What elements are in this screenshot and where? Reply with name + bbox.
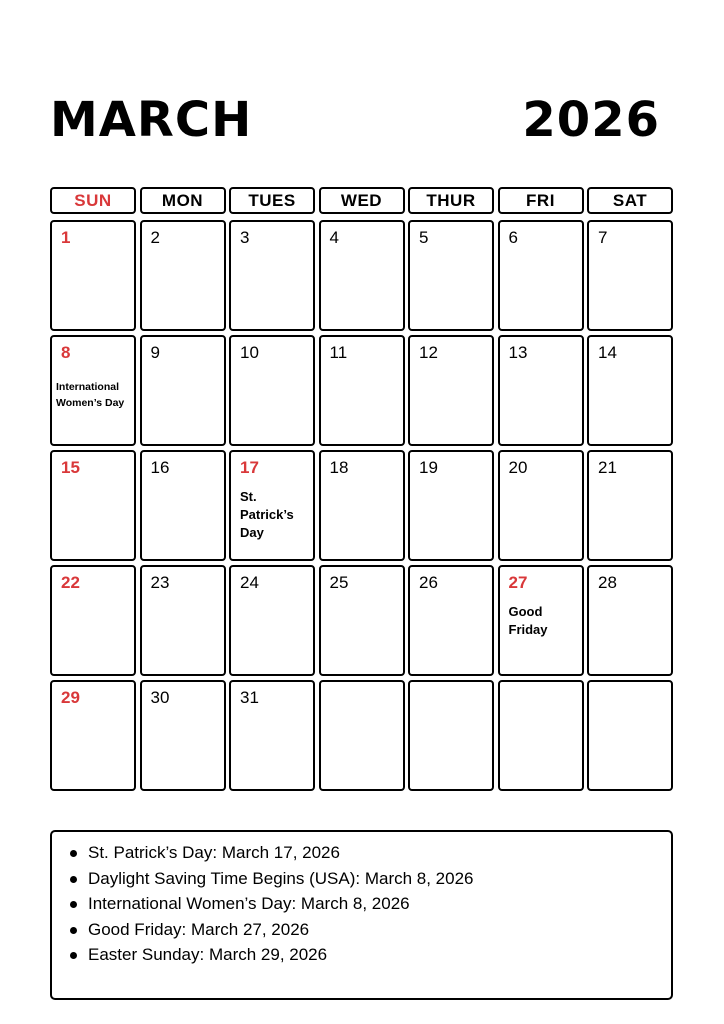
day-cell-4[interactable] — [319, 220, 405, 331]
day-cell-30[interactable] — [140, 680, 226, 791]
holiday-note-item: International Women’s Day: March 8, 2026 — [68, 891, 671, 917]
day-cell-23[interactable] — [140, 565, 226, 676]
weekday-sun: SUN — [50, 187, 136, 214]
day-number: 13 — [508, 343, 528, 362]
year-title: 2026 — [522, 92, 660, 148]
day-cell-empty[interactable] — [408, 680, 494, 791]
day-number: 15 — [61, 458, 80, 477]
weekday-mon: MON — [140, 187, 226, 214]
day-number: 1 — [61, 228, 71, 247]
day-cell-7[interactable] — [587, 220, 673, 331]
day-cell-21[interactable] — [587, 450, 673, 561]
day-cell-5[interactable] — [408, 220, 494, 331]
month-title: MARCH — [50, 92, 253, 148]
day-cell-2[interactable] — [140, 220, 226, 331]
day-number: 18 — [329, 458, 349, 477]
day-cell-27[interactable] — [498, 565, 584, 676]
day-cell-18[interactable] — [319, 450, 405, 561]
holiday-note-item: Easter Sunday: March 29, 2026 — [68, 942, 671, 968]
day-cell-6[interactable] — [498, 220, 584, 331]
day-number: 20 — [508, 458, 528, 477]
day-number: 3 — [240, 228, 250, 247]
weekday-fri: FRI — [498, 187, 584, 214]
day-number: 12 — [419, 343, 438, 362]
day-number: 9 — [150, 343, 160, 362]
day-number: 26 — [419, 573, 438, 592]
day-cell-empty[interactable] — [319, 680, 405, 791]
day-cell-15[interactable] — [50, 450, 136, 561]
day-cell-14[interactable] — [587, 335, 673, 446]
day-cell-empty[interactable] — [498, 680, 584, 791]
day-cell-empty[interactable] — [587, 680, 673, 791]
day-cell-12[interactable] — [408, 335, 494, 446]
day-event-label: International Women’s Day — [56, 381, 125, 409]
day-number: 29 — [61, 688, 80, 707]
day-number: 21 — [598, 458, 617, 477]
day-cell-8[interactable] — [50, 335, 136, 446]
day-cell-11[interactable] — [319, 335, 405, 446]
holiday-notes-list — [68, 840, 671, 968]
day-number: 17 — [240, 458, 259, 477]
holiday-note-item: St. Patrick’s Day: March 17, 2026 — [68, 840, 671, 866]
day-cell-9[interactable] — [140, 335, 226, 446]
day-number: 28 — [598, 573, 617, 592]
day-number: 4 — [329, 228, 339, 247]
holiday-notes-box — [50, 830, 673, 1000]
day-cell-20[interactable] — [498, 450, 584, 561]
day-number: 14 — [598, 343, 617, 362]
day-cell-29[interactable] — [50, 680, 136, 791]
weekday-tues: TUES — [229, 187, 315, 214]
day-cell-3[interactable] — [229, 220, 315, 331]
day-number: 24 — [240, 573, 259, 592]
day-number: 22 — [61, 573, 80, 592]
day-number: 11 — [329, 343, 348, 362]
day-cell-1[interactable] — [50, 220, 136, 331]
day-cell-24[interactable] — [229, 565, 315, 676]
day-cell-22[interactable] — [50, 565, 136, 676]
day-number: 2 — [150, 228, 160, 247]
day-number: 8 — [61, 343, 71, 362]
day-number: 27 — [508, 573, 528, 592]
day-number: 31 — [240, 688, 259, 707]
weekday-header-row — [50, 187, 673, 214]
day-event-label: Good Friday — [508, 604, 548, 637]
holiday-note-item: Good Friday: March 27, 2026 — [68, 917, 671, 943]
day-number: 10 — [240, 343, 259, 362]
day-cell-16[interactable] — [140, 450, 226, 561]
day-number: 6 — [508, 228, 518, 247]
day-cell-17[interactable] — [229, 450, 315, 561]
calendar-grid — [50, 220, 673, 791]
day-cell-10[interactable] — [229, 335, 315, 446]
day-cell-19[interactable] — [408, 450, 494, 561]
weekday-wed: WED — [319, 187, 405, 214]
weekday-sat: SAT — [587, 187, 673, 214]
weekday-thur: THUR — [408, 187, 494, 214]
day-number: 19 — [419, 458, 438, 477]
day-number: 7 — [598, 228, 608, 247]
day-cell-28[interactable] — [587, 565, 673, 676]
day-cell-13[interactable] — [498, 335, 584, 446]
day-number: 30 — [150, 688, 170, 707]
day-cell-25[interactable] — [319, 565, 405, 676]
day-number: 23 — [150, 573, 170, 592]
day-cell-31[interactable] — [229, 680, 315, 791]
day-number: 16 — [150, 458, 170, 477]
day-cell-26[interactable] — [408, 565, 494, 676]
holiday-note-item: Daylight Saving Time Begins (USA): March 8, 2026 — [68, 866, 671, 892]
day-number: 25 — [329, 573, 349, 592]
day-number: 5 — [419, 228, 429, 247]
day-event-label: St. Patrick’s Day — [240, 489, 294, 540]
